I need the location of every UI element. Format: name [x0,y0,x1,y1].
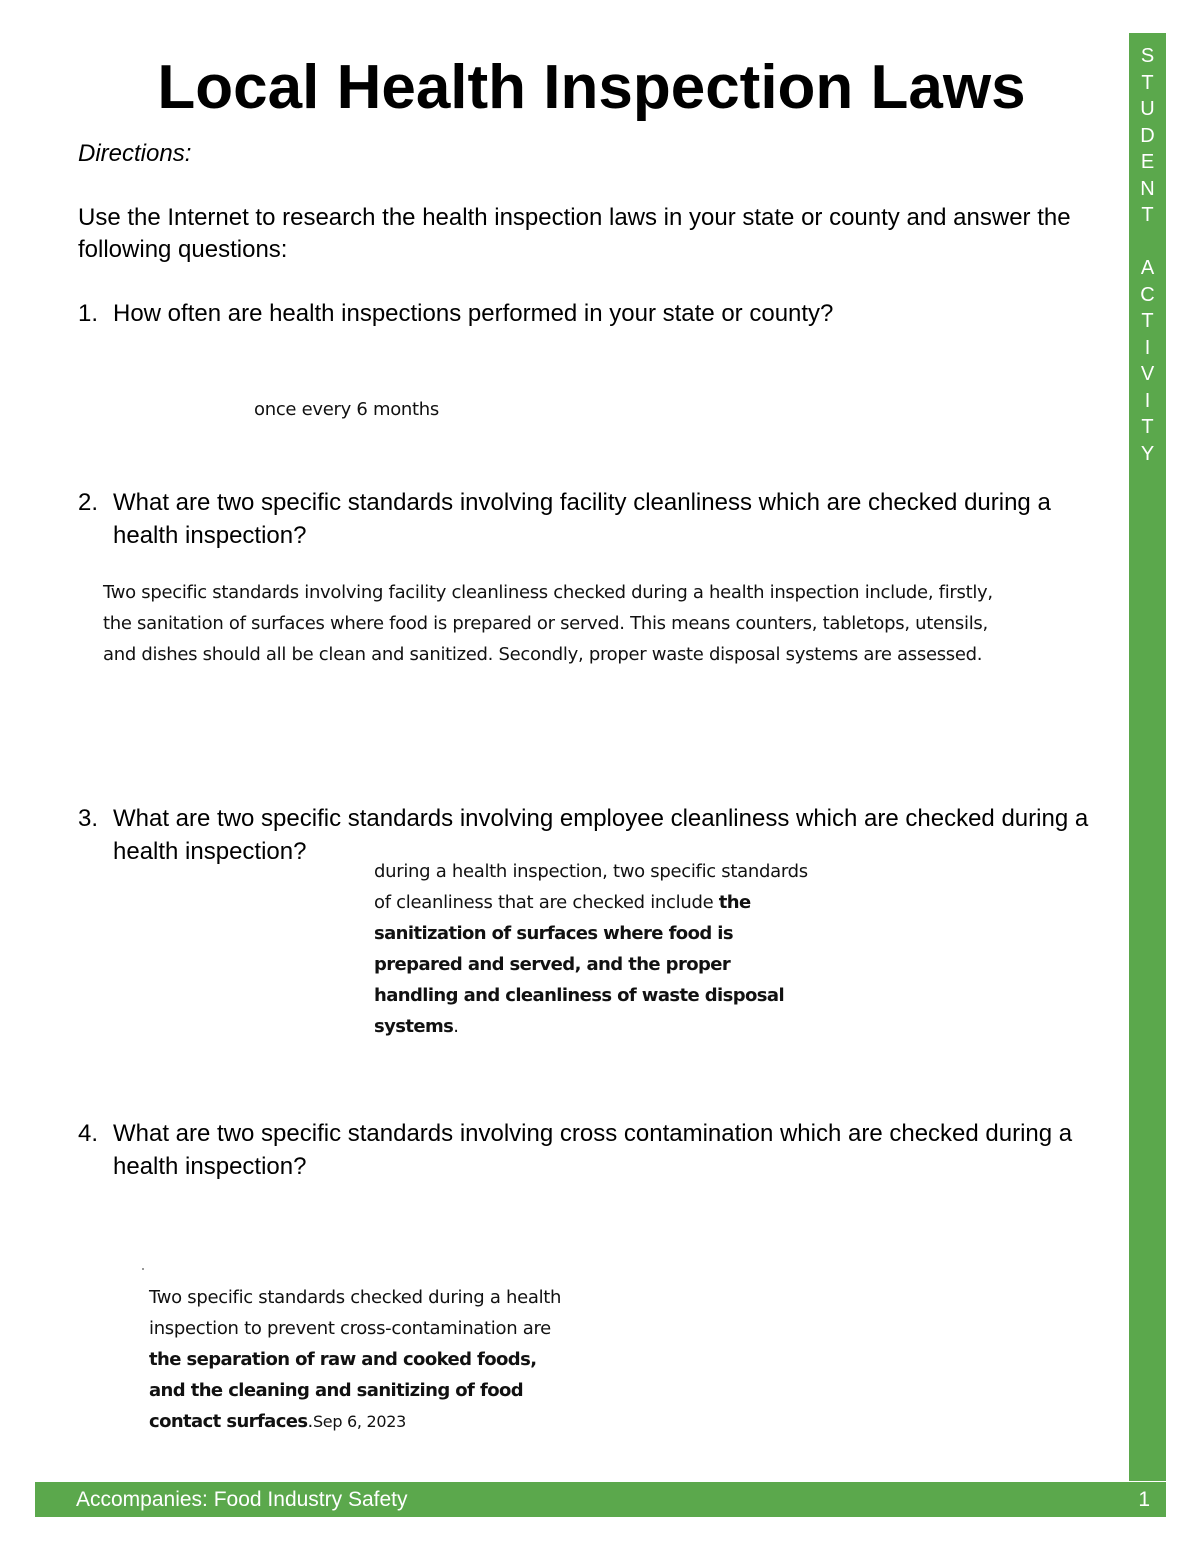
answer-3 [374,856,814,1042]
question-number: 1. [78,300,99,327]
answer-plain-text: Two specific standards checked during a health inspection to prevent cross-contamination are [149,1287,562,1339]
question-2 [78,486,1118,552]
question-number: 4. [78,1120,99,1147]
answer-end-punctuation: . [307,1411,313,1432]
side-label-letter: I [1144,336,1151,359]
question-text: How often are health inspections performed in your state or county? [113,300,834,327]
page-number: 1 [1138,1488,1150,1511]
question-number: 2. [78,489,99,516]
question-1 [78,297,1118,330]
intro-text: Use the Internet to research the health inspection laws in your state or county and answer the following questions: [78,204,1071,263]
footer-bar [35,1482,1166,1517]
side-label-letter: S [1140,45,1155,67]
question-number: 3. [78,805,99,832]
student-activity-label [1129,43,1166,467]
answer-plain-text: during a health inspection, two specific standards of cleanliness that are checked include [374,861,808,913]
answer-2: Two specific standards involving facility cleanliness checked during a health inspection include, firstly, the sanitation of surfaces where food is prepared or served. This means counters, tabletops, utensils, and dishes should all be clean and sanitized. Secondly, proper waste disposal systems are assessed. [103,582,993,665]
answer-1: once every 6 months [254,399,439,420]
side-label-letter [1145,229,1151,256]
side-label-letter: I [1144,389,1151,412]
side-label-letter: N [1140,177,1155,200]
side-label-letter: T [1141,310,1154,332]
question-text: What are two specific standards involving cross contamination which are checked during a health inspection? [113,1120,1073,1180]
page-title: Local Health Inspection Laws [157,53,1026,122]
side-label-letter: U [1140,98,1155,120]
side-label-letter: E [1140,151,1155,173]
side-label-letter: C [1140,283,1155,306]
footer-text: Accompanies: Food Industry Safety [76,1488,408,1511]
answer-bold-text: the separation of raw and cooked foods, and the cleaning and sanitizing of food contact surfaces [149,1349,537,1432]
directions-label: Directions: [78,140,192,167]
student-activity-sidebar [1129,33,1166,1481]
side-label-letter: T [1141,204,1154,226]
side-label-letter: T [1141,71,1154,94]
side-label-letter: V [1140,363,1155,385]
question-text: What are two specific standards involving employee cleanliness which are checked during a health inspection? [113,805,1089,865]
answer-end-punctuation: . [453,1016,459,1037]
side-label-letter: Y [1140,442,1155,465]
question-4 [78,1117,1118,1183]
side-label-letter: A [1140,257,1155,279]
stray-mark [142,1268,144,1270]
side-label-letter: T [1141,416,1154,438]
question-text: What are two specific standards involving facility cleanliness which are checked during a health inspection? [113,489,1051,549]
answer-4 [149,1282,574,1437]
answer-date: Sep 6, 2023 [312,1412,406,1431]
side-label-letter: D [1140,124,1155,147]
answer-bold-text: the sanitization of surfaces where food is prepared and served, and the proper handling and cleanliness of waste disposal systems [374,892,785,1037]
